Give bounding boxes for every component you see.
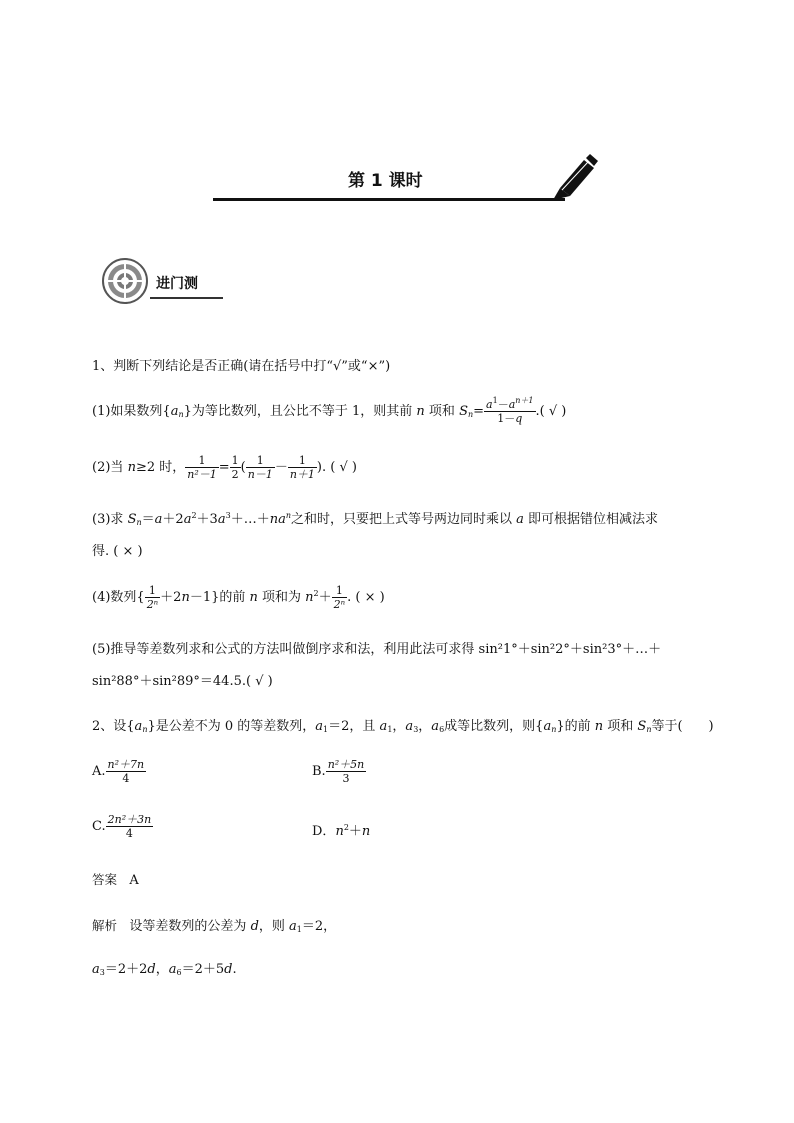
option-b[interactable]: B. $\frac{\text{n²＋5n}}{3}$ [312, 758, 365, 785]
q1-item-2: (2)当 n≥2 时， $\frac{1}{\text{n²－1}}$ = $\frac{1}{2}$ ( $\frac{1}{n-1}$ － $\frac{1}{n+1}$ ). ( √ ) [92, 454, 357, 481]
q1-item-5-cont: sin²88°＋sin²89°＝44.5.( √ ) [92, 674, 273, 689]
title-underline [213, 198, 565, 201]
option-c[interactable]: C. $\frac{\text{2n²＋3n}}{4}$ [92, 813, 152, 840]
q1-item-5: (5)推导等差数列求和公式的方法叫做倒序求和法，利用此法可求得 sin²1°＋sin²2°＋sin²3°＋…＋ [92, 642, 662, 657]
pencil-icon [548, 150, 600, 202]
target-icon [101, 257, 149, 305]
page-title: 第 1 课时 [348, 171, 423, 191]
analysis-line-2: $a_3=2+2d$，$a_6=2+5d$. [92, 962, 237, 977]
q1-item-3: (3)求 $S_n=a+2a^2+3a^3+\dots+na^n$之和时，只要把上式等号两边同时乘以 a 即可根据错位相减法求 [92, 511, 659, 527]
q1-item-3-cont: 得. ( × ) [92, 544, 143, 559]
section-label: 进门测 [156, 276, 198, 292]
option-a[interactable]: A. $\frac{\text{n²＋7n}}{4}$ [92, 758, 145, 785]
fraction-sum-formula: $\frac{a^1-a^{n+1}}{1-q}$ [486, 396, 534, 425]
answer-line: 答案 A [92, 872, 139, 888]
q1-stem: 1、判断下列结论是否正确(请在括号中打“√”或“×”) [92, 359, 391, 374]
option-d[interactable]: D．$n^2+n$ [312, 823, 371, 839]
analysis-line-1: 解析 设等差数列的公差为 d，则 $a_1=2$， [92, 918, 337, 934]
q2-stem: 2、设$\{a_n\}$是公差不为 0 的等差数列，$a_1=2$，且 $a_1$，$a_3$，$a_6$成等比数列，则$\{a_n\}$的前 n 项和 $S_n$等于( ) [92, 719, 714, 734]
section-underline [150, 297, 223, 299]
q1-item-4: (4)数列{ $\frac{1}{\text{2ⁿ}}$ ＋2n－1}的前 n 项和为 $n^2+$ $\frac{1}{\text{2ⁿ}}$ . ( × ) [92, 584, 385, 611]
q1-item-1: (1)如果数列$\{a_n\}$为等比数列，且公比不等于 1，则其前 n 项和 $S_n=$ $\frac{a^1-a^{n+1}}{1-q}$ .( √ ) [92, 396, 567, 425]
